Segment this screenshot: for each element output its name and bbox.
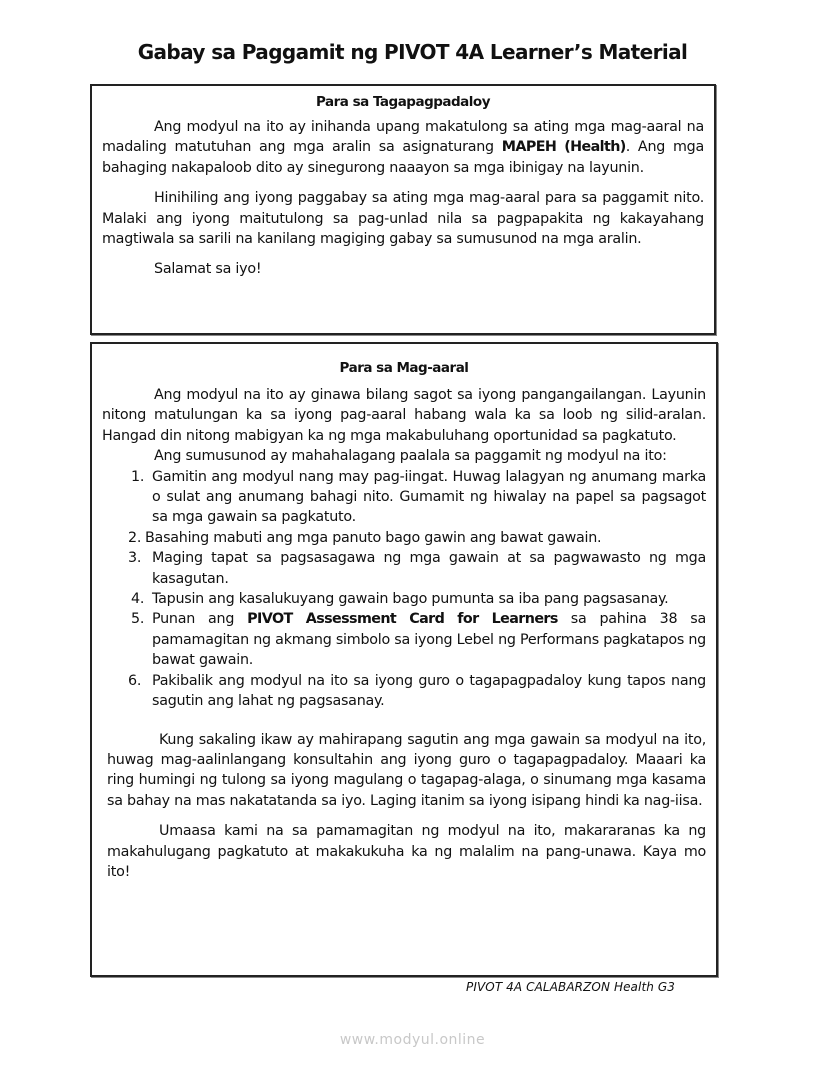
facilitator-guide-box <box>90 84 716 335</box>
list-number: 2. <box>128 529 142 546</box>
learner-heading: Para sa Mag-aaral <box>339 360 469 376</box>
list-number: 3. <box>128 550 142 567</box>
facilitator-closing: Salamat sa iyo! <box>154 261 262 278</box>
facilitator-paragraph-1 <box>102 117 704 178</box>
learner-guide-box <box>90 342 718 977</box>
list-item <box>102 609 706 670</box>
facilitator-p1-text: Ang modyul na ito ay inihanda upang makatulong sa ating mga mag-aaral na madaling matutuhan ang mga aralin sa asignaturang <box>102 119 704 156</box>
facilitator-paragraph-2: Hinihiling ang iyong paggabay sa ating mga mag-aaral para sa paggamit nito. Malaki ang iyong maitutulong sa pag-unlad nila sa pagpapakita ng kakayahang magtiwala sa sarili na kanilang magiging gabay sa sumusunod na mga aralin. <box>102 190 704 248</box>
list-item <box>102 467 706 528</box>
watermark: www.modyul.online <box>339 1032 486 1048</box>
list-text: Punan ang <box>152 611 248 628</box>
learner-paragraph-3: Kung sakaling ikaw ay mahirapang sagutin ang mga gawain sa modyul na ito, huwag mag-aalinlangang konsultahin ang iyong guro o tagapagpadaloy. Maaari ka ring humingi ng tulong sa iyong magulang o tagapag-alaga, o sinumang mga kasama sa bahay na mas nakatatanda sa iyo. Laging itanim sa iyong isipang hindi ka nag-iisa. <box>107 731 706 809</box>
subject-name: MAPEH (Health) <box>501 139 626 156</box>
list-text: Pakibalik ang modyul na ito sa iyong guro o tagapagpadaloy kung tapos nang sagutin ang lahat ng pagsasanay. <box>152 672 706 710</box>
list-text: Tapusin ang kasalukuyang gawain bago pumunta sa iba pang pagsasanay. <box>152 591 669 608</box>
facilitator-heading: Para sa Tagapagpadaloy <box>316 94 490 110</box>
learner-paragraph-4: Umaasa kami na sa pamamagitan ng modyul na ito, makararanas ka ng makahulugang pagkatuto at makakukuha ka ng malalim na pang-unawa. Kaya mo ito! <box>107 823 706 880</box>
list-item <box>102 589 706 609</box>
reminders-list <box>102 467 706 712</box>
list-text: Gamitin ang modyul nang may pag-iingat. Huwag lalagyan ng anumang marka o sulat ang anumang bahagi nito. Gumamit ng hiwalay na papel sa pagsagot sa mga gawain sa pagkatuto. <box>152 468 706 526</box>
facilitator-p1-text-end: . Ang mga bahaging nakapaloob dito ay sinegurong naaayon sa mga ibinigay na layunin. <box>102 139 704 176</box>
learner-paragraph-2: Ang sumusunod ay mahahalagang paalala sa paggamit ng modyul na ito: <box>154 448 667 465</box>
page-footer: PIVOT 4A CALABARZON Health G3 <box>466 980 676 994</box>
assessment-card-name: PIVOT Assessment Card for Learners <box>247 611 558 628</box>
list-number: 4. <box>131 591 145 608</box>
list-item <box>102 548 706 589</box>
list-number: 1. <box>131 468 145 485</box>
list-number: 6. <box>128 672 142 689</box>
page-title: Gabay sa Paggamit ng PIVOT 4A Learner’s Material <box>137 40 688 64</box>
list-item <box>102 671 706 712</box>
list-item <box>102 528 706 548</box>
list-text: Maging tapat sa pagsasagawa ng mga gawain at sa pagwawasto ng mga kasagutan. <box>152 550 706 587</box>
learner-paragraph-1: Ang modyul na ito ay ginawa bilang sagot sa iyong pangangailangan. Layunin nitong matulungan ka sa iyong pag-aaral habang wala ka sa loob ng silid-aralan. Hangad din nitong mabigyan ka ng mga makabuluhang oportunidad sa pagkatuto. <box>102 387 706 444</box>
list-text: Basahing mabuti ang mga panuto bago gawin ang bawat gawain. <box>145 529 602 546</box>
list-number: 5. <box>131 611 145 628</box>
list-text-end: sa pahina 38 sa pamamagitan ng akmang simbolo sa iyong Lebel ng Performans pagkatapos ng bawat gawain. <box>152 611 707 669</box>
